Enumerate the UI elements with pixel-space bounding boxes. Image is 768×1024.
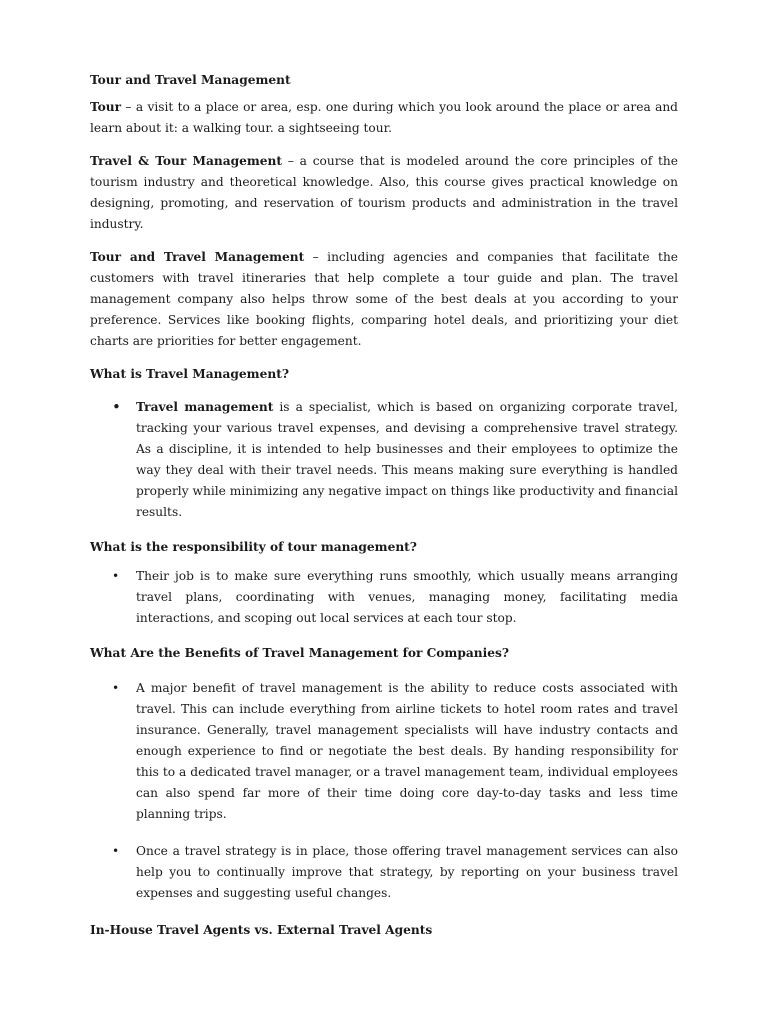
section-heading-travel-management: What is Travel Management? xyxy=(90,367,289,381)
bullet-icon: • xyxy=(112,569,120,583)
definition-tour-travel-management xyxy=(90,247,678,352)
list-item-term: Travel management xyxy=(136,400,274,414)
definition-text: – including agencies and companies that facilitate the customers with travel itineraries that help complete a tour guide and plan. The travel management company also helps throw some of the best deals at you according to your preference. Services like booking flights, comparing hotel deals, and prioritizing your diet charts are priorities for better engagement. xyxy=(90,250,679,348)
list-item xyxy=(90,841,678,904)
definition-text: – a visit to a place or area, esp. one during which you look around the place or area and learn about it: a walking tour. a sightseeing tour. xyxy=(90,100,678,135)
bullet-list xyxy=(90,678,678,904)
definition-term: Tour and Travel Management xyxy=(90,250,305,264)
bullet-list xyxy=(90,397,678,523)
section-heading-benefits: What Are the Benefits of Travel Management for Companies? xyxy=(90,646,509,660)
definition-travel-tour-management xyxy=(90,151,678,235)
section-heading-in-house-vs-external: In-House Travel Agents vs. External Travel Agents xyxy=(90,923,433,937)
list-item xyxy=(90,397,678,523)
list-item-text: Once a travel strategy is in place, those offering travel management services can also help you to continually improve that strategy, by reporting on your business travel expenses and suggesting useful changes. xyxy=(136,844,678,900)
list-item xyxy=(90,566,678,629)
list-item-text: A major benefit of travel management is the ability to reduce costs associated with travel. This can include everything from airline tickets to hotel room rates and travel insurance. Generally, travel management specialists will have industry contacts and enough experience to find or negotiate the best deals. By handing responsibility for this to a dedicated travel manager, or a travel management team, individual employees can also spend far more of their time doing core day-to-day tasks and less time planning trips. xyxy=(136,681,678,821)
definition-term: Tour xyxy=(90,100,122,114)
bullet-list xyxy=(90,566,678,629)
document-title: Tour and Travel Management xyxy=(90,73,291,87)
list-item-text: Their job is to make sure everything runs smoothly, which usually means arranging travel plans, coordinating with venues, managing money, facilitating media interactions, and scoping out local services at each tour stop. xyxy=(136,569,678,625)
bullet-icon: • xyxy=(112,844,120,858)
definition-text: – a course that is modeled around the core principles of the tourism industry and theoretical knowledge. Also, this course gives practical knowledge on designing, promoting, and reservation of tourism products and administration in the travel industry. xyxy=(90,154,678,231)
bullet-icon: • xyxy=(112,681,120,695)
bullet-icon: • xyxy=(112,398,121,416)
section-heading-responsibility: What is the responsibility of tour management? xyxy=(90,540,417,554)
definition-tour xyxy=(90,97,678,139)
document-page xyxy=(90,70,678,953)
definition-term: Travel & Tour Management xyxy=(90,154,283,168)
list-item xyxy=(90,678,678,825)
list-item-text: is a specialist, which is based on organizing corporate travel, tracking your various travel expenses, and devising a comprehensive travel strategy. As a discipline, it is intended to help businesses and their employees to optimize the way they deal with their travel needs. This means making sure everything is handled properly while minimizing any negative impact on things like productivity and financial results. xyxy=(136,400,678,519)
